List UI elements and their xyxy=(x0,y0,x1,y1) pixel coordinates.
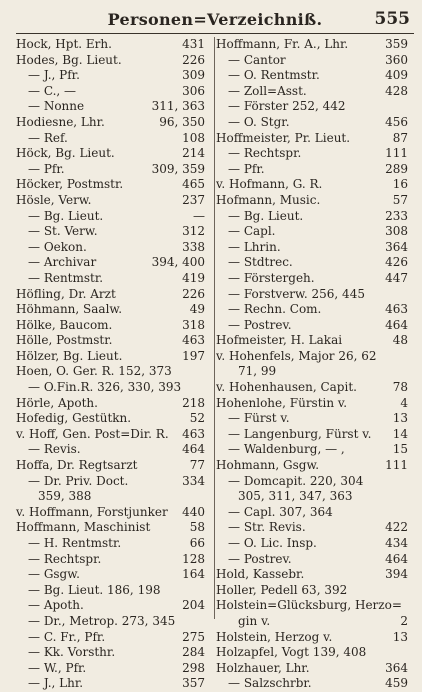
entry-page-ref: 394 xyxy=(385,567,408,582)
page-title: Personen=Verzeichniß. xyxy=(107,10,323,29)
index-entry xyxy=(16,661,211,677)
entry-name: v. Hoff, Gen. Post=Dir. R. xyxy=(16,426,169,441)
entry-page-ref: — xyxy=(193,208,205,223)
entry-page-ref: 2 xyxy=(400,613,408,628)
entry-page-ref: 298 xyxy=(182,660,205,675)
entry-name: 359, 388 xyxy=(38,489,92,504)
entry-page-ref: 357 xyxy=(182,676,205,691)
entry-name: v. Hohenfels, Major 26, 62 xyxy=(216,348,377,363)
index-entry xyxy=(216,598,414,614)
index-entry xyxy=(16,380,211,396)
entry-name: — Rentmstr. xyxy=(28,270,104,285)
entry-page-ref: 464 xyxy=(182,442,205,457)
index-entry xyxy=(16,552,211,568)
entry-name: Hoffmann, Fr. A., Lhr. xyxy=(216,37,349,51)
entry-page-ref: 77 xyxy=(189,458,205,473)
entry-name: Holzhauer, Lhr. xyxy=(216,660,310,675)
entry-page-ref: 447 xyxy=(385,270,408,285)
index-entry xyxy=(16,567,211,583)
entry-page-ref: 459 xyxy=(385,676,408,691)
index-entry xyxy=(216,489,414,505)
entry-name: — J., Lhr. xyxy=(28,676,84,691)
index-entry xyxy=(216,224,414,240)
entry-name: — Pfr. xyxy=(28,161,65,176)
entry-page-ref: 111 xyxy=(385,146,408,161)
entry-page-ref: 309 xyxy=(182,68,205,83)
index-entry xyxy=(16,364,211,380)
index-entry xyxy=(216,536,414,552)
entry-name: Hodes, Bg. Lieut. xyxy=(16,52,122,67)
index-entry xyxy=(216,68,414,84)
entry-page-ref: 426 xyxy=(385,255,408,270)
entry-page-ref: 16 xyxy=(392,177,408,192)
entry-name: — Ref. xyxy=(28,130,68,145)
entry-name: — Revis. xyxy=(28,442,81,457)
index-entry xyxy=(216,427,414,443)
entry-page-ref: 360 xyxy=(385,52,408,67)
index-entry xyxy=(16,505,211,521)
entry-name: — Rechtspr. xyxy=(228,146,302,161)
entry-name: Holstein, Herzog v. xyxy=(216,629,333,644)
entry-page-ref: 233 xyxy=(385,208,408,223)
index-entry xyxy=(16,458,211,474)
entry-page-ref: 218 xyxy=(182,395,205,410)
entry-page-ref: 237 xyxy=(182,192,205,207)
entry-name: — Zoll=Asst. xyxy=(228,83,307,98)
entry-name: — St. Verw. xyxy=(28,224,98,239)
entry-name: — H. Rentmstr. xyxy=(28,536,122,550)
index-entry xyxy=(16,333,211,349)
entry-name: — O.Fin.R. 326, 330, 393 xyxy=(28,380,182,395)
entry-page-ref: 4 xyxy=(400,395,408,410)
entry-page-ref: 57 xyxy=(392,192,408,207)
index-columns xyxy=(16,37,414,691)
index-entry xyxy=(16,68,211,84)
entry-page-ref: 318 xyxy=(182,317,205,332)
entry-name: — Dr., Metrop. 273, 345 xyxy=(28,613,176,628)
index-entry xyxy=(216,99,414,115)
entry-page-ref: 431 xyxy=(182,37,205,51)
entry-name: Hoffa, Dr. Regtsarzt xyxy=(16,458,138,473)
entry-page-ref: 364 xyxy=(385,660,408,675)
index-entry xyxy=(216,661,414,677)
entry-page-ref: 311, 363 xyxy=(151,99,205,114)
index-entry xyxy=(16,146,211,162)
index-entry xyxy=(16,240,211,256)
entry-name: — Langenburg, Fürst v. xyxy=(228,426,372,441)
entry-name: — Bg. Lieut. xyxy=(228,208,304,223)
entry-name: — Postrev. xyxy=(228,551,292,566)
entry-page-ref: 275 xyxy=(182,629,205,644)
entry-name: Hofmann, Music. xyxy=(216,192,321,207)
entry-page-ref: 111 xyxy=(385,458,408,473)
entry-page-ref: 58 xyxy=(189,520,205,535)
entry-name: — C. Fr., Pfr. xyxy=(28,629,106,644)
index-entry xyxy=(216,349,414,365)
index-entry xyxy=(16,520,211,536)
entry-page-ref: 284 xyxy=(182,645,205,660)
index-entry xyxy=(216,614,414,630)
index-entry xyxy=(16,411,211,427)
entry-page-ref: 226 xyxy=(182,52,205,67)
index-entry xyxy=(16,645,211,661)
entry-name: — Förstergeh. xyxy=(228,270,315,285)
index-entry xyxy=(16,255,211,271)
entry-name: — Apoth. xyxy=(28,598,84,613)
entry-name: — Nonne xyxy=(28,99,85,114)
entry-page-ref: 312 xyxy=(182,224,205,239)
index-entry xyxy=(16,676,211,692)
entry-name: — Bg. Lieut. 186, 198 xyxy=(28,582,161,597)
index-entry xyxy=(16,598,211,614)
entry-page-ref: 422 xyxy=(385,520,408,535)
index-entry xyxy=(16,474,211,490)
index-entry xyxy=(216,380,414,396)
entry-name: — Kk. Vorsthr. xyxy=(28,645,116,660)
entry-page-ref: 164 xyxy=(182,567,205,582)
index-entry xyxy=(16,193,211,209)
entry-page-ref: 214 xyxy=(182,146,205,161)
index-entry xyxy=(16,115,211,131)
entry-name: Hölke, Baucom. xyxy=(16,317,113,332)
entry-page-ref: 338 xyxy=(182,239,205,254)
entry-page-ref: 13 xyxy=(392,411,408,426)
entry-name: Hösle, Verw. xyxy=(16,192,92,207)
entry-name: — O. Stgr. xyxy=(228,114,290,129)
entry-name: 71, 99 xyxy=(238,364,277,379)
entry-name: — Dr. Priv. Doct. xyxy=(28,473,129,488)
entry-page-ref: 359 xyxy=(385,37,408,51)
entry-page-ref: 308 xyxy=(385,224,408,239)
entry-name: Hohmann, Gsgw. xyxy=(216,458,320,473)
entry-name: — O. Rentmstr. xyxy=(228,68,320,83)
entry-name: — Oekon. xyxy=(28,239,87,254)
entry-name: Hold, Kassebr. xyxy=(216,567,305,582)
index-entry xyxy=(216,583,414,599)
index-entry xyxy=(16,271,211,287)
index-entry xyxy=(16,427,211,443)
entry-name: Hölle, Postmstr. xyxy=(16,333,113,348)
index-entry xyxy=(216,37,414,53)
index-entry xyxy=(216,474,414,490)
entry-name: Hofmeister, H. Lakai xyxy=(216,333,343,348)
header-rule xyxy=(16,33,414,34)
entry-page-ref: 456 xyxy=(385,114,408,129)
index-entry xyxy=(16,53,211,69)
index-entry xyxy=(16,318,211,334)
entry-name: — Fürst v. xyxy=(228,411,290,426)
entry-page-ref: 96, 350 xyxy=(159,114,205,129)
index-entry xyxy=(216,302,414,318)
entry-name: — Capl. 307, 364 xyxy=(228,504,333,519)
entry-page-ref: 434 xyxy=(385,536,408,550)
index-entry xyxy=(216,162,414,178)
entry-page-ref: 14 xyxy=(392,426,408,441)
index-entry xyxy=(216,364,414,380)
entry-name: — Str. Revis. xyxy=(228,520,306,535)
entry-name: — Forstverw. 256, 445 xyxy=(228,286,365,301)
entry-page-ref: 128 xyxy=(182,551,205,566)
index-entry xyxy=(16,536,211,552)
index-entry xyxy=(216,177,414,193)
entry-name: Hohenlohe, Fürstin v. xyxy=(216,395,348,410)
entry-page-ref: 49 xyxy=(189,302,205,317)
index-entry xyxy=(216,255,414,271)
entry-name: gin v. xyxy=(238,613,271,628)
entry-name: — Bg. Lieut. xyxy=(28,208,104,223)
entry-name: — Lhrin. xyxy=(228,239,281,254)
entry-page-ref: 66 xyxy=(189,536,205,550)
entry-page-ref: 409 xyxy=(385,68,408,83)
index-entry xyxy=(216,53,414,69)
entry-page-ref: 440 xyxy=(182,504,205,519)
entry-name: Holstein=Glücksburg, Herzo= xyxy=(216,598,402,613)
entry-name: — Rechn. Com. xyxy=(228,302,322,317)
entry-name: — W., Pfr. xyxy=(28,660,87,675)
index-entry xyxy=(16,349,211,365)
entry-name: Hörle, Apoth. xyxy=(16,395,98,410)
entry-page-ref: 306 xyxy=(182,83,205,98)
entry-name: Holzapfel, Vogt 139, 408 xyxy=(216,645,367,660)
index-entry xyxy=(216,458,414,474)
entry-name: v. Hoffmann, Forstjunker xyxy=(16,504,168,519)
entry-page-ref: 309, 359 xyxy=(151,161,205,176)
entry-page-ref: 464 xyxy=(385,551,408,566)
entry-page-ref: 463 xyxy=(182,333,205,348)
entry-name: 305, 311, 347, 363 xyxy=(238,489,353,504)
entry-name: — Rechtspr. xyxy=(28,551,102,566)
entry-name: Hodiesne, Lhr. xyxy=(16,114,105,129)
page-number: 555 xyxy=(374,9,410,29)
index-entry xyxy=(216,645,414,661)
right-column xyxy=(216,37,414,691)
entry-page-ref: 13 xyxy=(392,629,408,644)
index-entry xyxy=(216,567,414,583)
index-entry xyxy=(16,489,211,505)
entry-name: — J., Pfr. xyxy=(28,68,80,83)
entry-page-ref: 15 xyxy=(392,442,408,457)
entry-page-ref: 289 xyxy=(385,161,408,176)
index-entry xyxy=(216,271,414,287)
index-entry xyxy=(16,630,211,646)
entry-page-ref: 428 xyxy=(385,83,408,98)
index-entry xyxy=(16,614,211,630)
entry-page-ref: 204 xyxy=(182,598,205,613)
index-entry xyxy=(16,442,211,458)
entry-name: — Waldenburg, — , xyxy=(228,442,345,457)
entry-name: v. Hofmann, G. R. xyxy=(216,177,323,192)
entry-page-ref: 197 xyxy=(182,348,205,363)
index-entry xyxy=(216,520,414,536)
entry-page-ref: 48 xyxy=(392,333,408,348)
entry-page-ref: 463 xyxy=(182,426,205,441)
entry-page-ref: 108 xyxy=(182,130,205,145)
entry-page-ref: 463 xyxy=(385,302,408,317)
entry-name: — Gsgw. xyxy=(28,567,80,582)
index-entry xyxy=(16,131,211,147)
index-entry xyxy=(16,84,211,100)
index-entry xyxy=(16,396,211,412)
entry-page-ref: 465 xyxy=(182,177,205,192)
index-entry xyxy=(16,162,211,178)
index-entry xyxy=(216,131,414,147)
entry-name: Höcker, Postmstr. xyxy=(16,177,124,192)
entry-name: Hock, Hpt. Erh. xyxy=(16,37,112,51)
index-entry xyxy=(16,302,211,318)
index-entry xyxy=(16,287,211,303)
entry-name: Höck, Bg. Lieut. xyxy=(16,146,115,161)
index-entry xyxy=(16,177,211,193)
index-entry xyxy=(216,333,414,349)
index-entry xyxy=(216,676,414,692)
entry-page-ref: 87 xyxy=(392,130,408,145)
index-entry xyxy=(216,193,414,209)
index-entry xyxy=(216,146,414,162)
index-entry xyxy=(216,630,414,646)
index-entry xyxy=(216,318,414,334)
entry-name: Hofedig, Gestütkn. xyxy=(16,411,132,426)
entry-name: Höhmann, Saalw. xyxy=(16,302,123,317)
entry-name: — Archivar xyxy=(28,255,97,270)
entry-page-ref: 226 xyxy=(182,286,205,301)
entry-page-ref: 52 xyxy=(189,411,205,426)
index-entry xyxy=(216,115,414,131)
entry-name: Hoffmeister, Pr. Lieut. xyxy=(216,130,351,145)
index-entry xyxy=(216,84,414,100)
entry-name: — Salzschrbr. xyxy=(228,676,312,691)
index-entry xyxy=(16,224,211,240)
entry-name: Holler, Pedell 63, 392 xyxy=(216,582,348,597)
index-entry xyxy=(216,411,414,427)
entry-page-ref: 334 xyxy=(182,473,205,488)
entry-name: — O. Lic. Insp. xyxy=(228,536,317,550)
entry-name: — Pfr. xyxy=(228,161,265,176)
index-entry xyxy=(216,505,414,521)
entry-page-ref: 364 xyxy=(385,239,408,254)
entry-name: — Domcapit. 220, 304 xyxy=(228,473,364,488)
entry-name: Höfling, Dr. Arzt xyxy=(16,286,116,301)
index-entry xyxy=(216,209,414,225)
index-entry xyxy=(216,287,414,303)
entry-name: — Förster 252, 442 xyxy=(228,99,346,114)
entry-page-ref: 464 xyxy=(385,317,408,332)
entry-name: v. Hohenhausen, Capit. xyxy=(216,380,357,395)
entry-page-ref: 394, 400 xyxy=(151,255,205,270)
entry-name: — Capl. xyxy=(228,224,276,239)
left-column xyxy=(16,37,211,691)
entry-name: Hoffmann, Maschinist xyxy=(16,520,151,535)
index-entry xyxy=(216,240,414,256)
entry-name: — Postrev. xyxy=(228,317,292,332)
index-entry xyxy=(16,99,211,115)
entry-page-ref: 78 xyxy=(392,380,408,395)
index-entry xyxy=(216,442,414,458)
index-entry xyxy=(216,396,414,412)
index-entry xyxy=(216,552,414,568)
page-header xyxy=(16,4,414,34)
entry-name: — Cantor xyxy=(228,52,286,67)
entry-name: — Stdtrec. xyxy=(228,255,293,270)
index-entry xyxy=(16,37,211,53)
entry-page-ref: 419 xyxy=(182,270,205,285)
entry-name: — C., — xyxy=(28,83,77,98)
entry-name: Hoen, O. Ger. R. 152, 373 xyxy=(16,364,172,379)
index-entry xyxy=(16,209,211,225)
index-entry xyxy=(16,583,211,599)
entry-name: Hölzer, Bg. Lieut. xyxy=(16,348,123,363)
